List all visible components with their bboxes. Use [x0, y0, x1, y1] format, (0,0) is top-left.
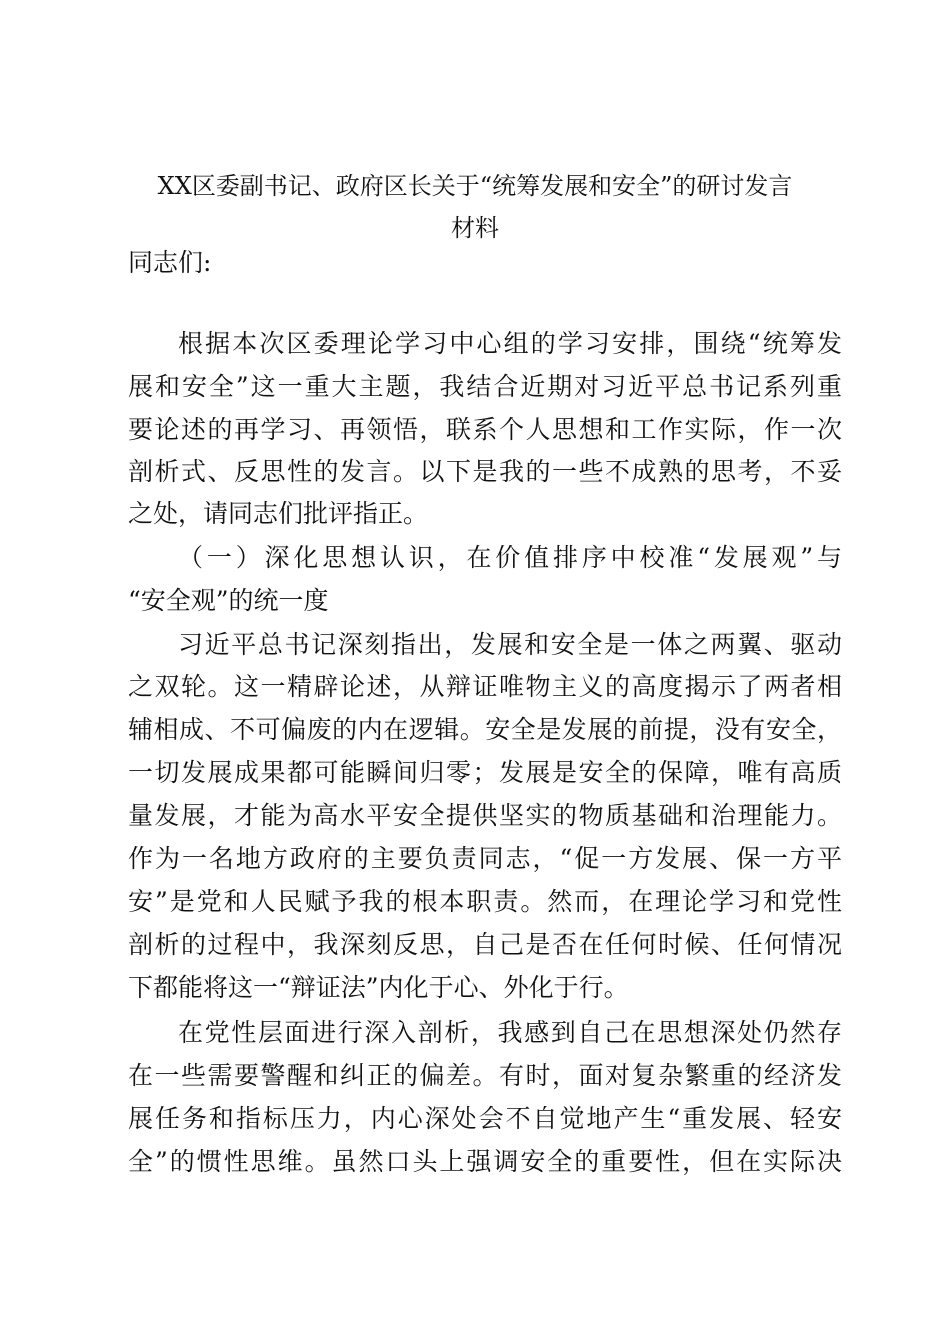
body-line: 剖析式、反思性的发言。以下是我的一些不成熟的思考，不妥 — [128, 457, 842, 486]
body-line: 剖析的过程中，我深刻反思，自己是否在任何时候、任何情况 — [128, 930, 842, 959]
body-line: 根据本次区委理论学习中心组的学习安排，围绕“统筹发 — [178, 329, 842, 358]
body-line: 量发展，才能为高水平安全提供坚实的物质基础和治理能力。 — [128, 801, 842, 830]
body-line: 同志们: — [128, 248, 212, 277]
body-line: 全”的惯性思维。虽然口头上强调安全的重要性，但在实际决 — [128, 1147, 842, 1176]
body-line: 展任务和指标压力，内心深处会不自觉地产生“重发展、轻安 — [128, 1104, 842, 1133]
body-line: 之双轮。这一精辟论述，从辩证唯物主义的高度揭示了两者相 — [128, 672, 842, 701]
body-line: “安全观”的统一度 — [128, 586, 329, 615]
body-line: 一切发展成果都可能瞬间归零；发展是安全的保障，唯有高质 — [128, 758, 842, 787]
body-line: 作为一名地方政府的主要负责同志，“促一方发展、保一方平 — [128, 844, 842, 873]
body-line: 要论述的再学习、再领悟，联系个人思想和工作实际，作一次 — [128, 415, 842, 444]
body-line: 展和安全”这一重大主题，我结合近期对习近平总书记系列重 — [128, 372, 842, 401]
body-line: 安”是党和人民赋予我的根本职责。然而，在理论学习和党性 — [128, 887, 842, 916]
body-line: 习近平总书记深刻指出，发展和安全是一体之两翼、驱动 — [178, 630, 842, 659]
body-line: 在一些需要警醒和纠正的偏差。有时，面对复杂繁重的经济发 — [128, 1061, 842, 1090]
body-line: 之处，请同志们批评指正。 — [128, 499, 429, 528]
body-line: 下都能将这一“辩证法”内化于心、外化于行。 — [128, 973, 629, 1002]
body-line: （一）深化思想认识，在价值排序中校准“发展观”与 — [178, 543, 842, 572]
body-line: 在党性层面进行深入剖析，我感到自己在思想深处仍然存 — [178, 1018, 842, 1047]
body-line: 辅相成、不可偏废的内在逻辑。安全是发展的前提，没有安全， — [128, 715, 842, 744]
document-title-line-1: XX区委副书记、政府区长关于“统筹发展和安全”的研讨发言 — [157, 172, 793, 200]
document-title-line-2: 材料 — [451, 214, 499, 242]
